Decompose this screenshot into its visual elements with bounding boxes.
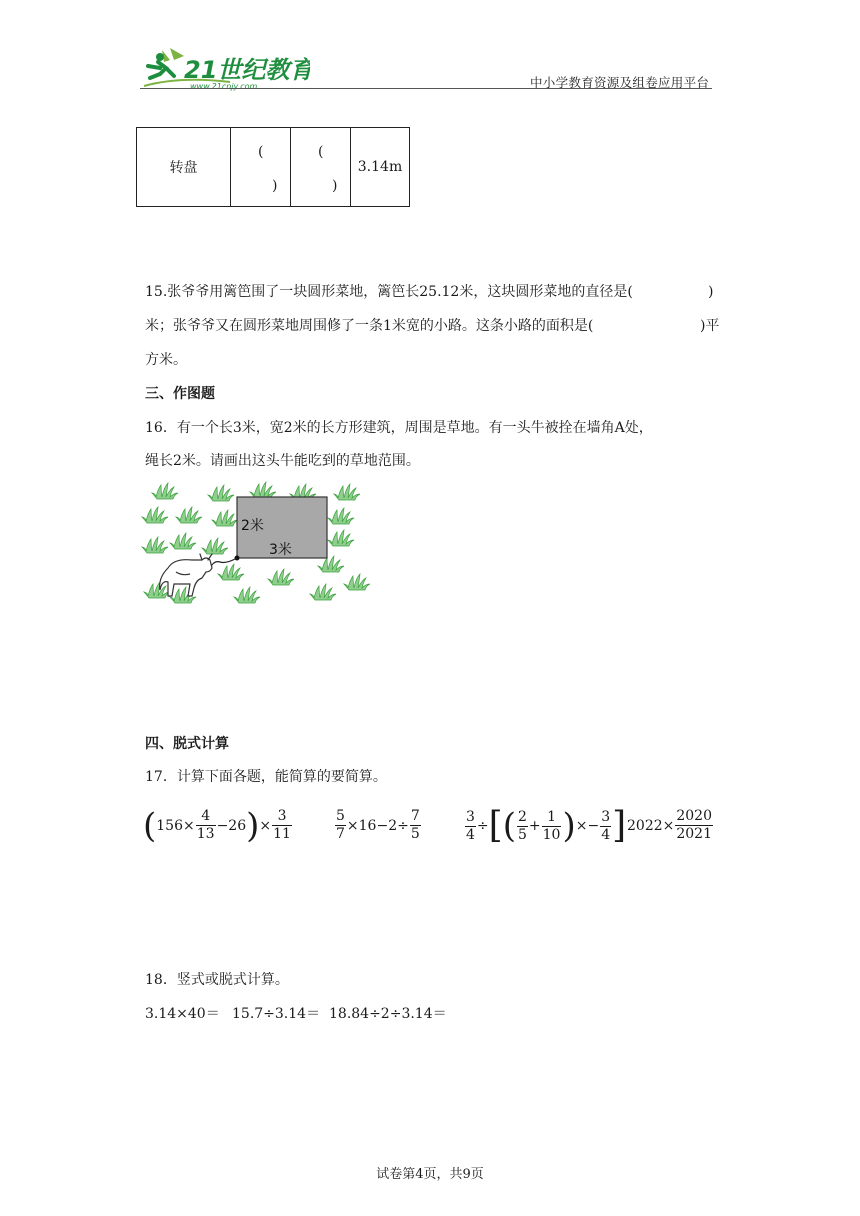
page-footer: 试卷第4页，共9页 xyxy=(376,1167,484,1182)
logo-url-text: www.21cnjy.com xyxy=(190,82,258,91)
expr4-number: 2022× xyxy=(627,817,675,834)
q18-item-2: 15.7÷3.14＝ xyxy=(232,1006,321,1022)
blank-open-paren: ( xyxy=(318,144,324,160)
expr1-times: × xyxy=(183,817,195,834)
section-title-drawing: 三、作图题 xyxy=(145,386,215,402)
expr1-times-2: × xyxy=(259,817,272,834)
expression-1 xyxy=(143,805,293,846)
denominator: 2021 xyxy=(676,826,712,842)
table-row xyxy=(137,128,410,207)
right-bracket: ] xyxy=(612,805,627,846)
expr3-fraction-2 xyxy=(517,809,528,844)
runner-logo-icon xyxy=(140,42,310,92)
denominator: 7 xyxy=(336,826,345,842)
expr2-middle: ×16−2÷ xyxy=(346,817,409,834)
numerator: 3 xyxy=(466,808,475,825)
expression-2 xyxy=(334,808,422,843)
answer-table xyxy=(136,127,410,207)
right-paren: ) xyxy=(246,805,260,846)
expr2-fraction-2 xyxy=(410,808,421,843)
numerator: 4 xyxy=(196,808,216,826)
expr1-minus: −26 xyxy=(216,817,247,834)
header-platform-text: 中小学教育资源及组卷应用平台 xyxy=(530,75,710,90)
q15-line1-end: ) xyxy=(708,284,714,300)
table-cell-blank-1 xyxy=(231,128,291,207)
expr3-times-minus: ×− xyxy=(575,818,600,834)
cow-grass-figure xyxy=(140,480,370,610)
q15-line1 xyxy=(145,284,633,300)
table-cell-value: 3.14m xyxy=(351,128,410,207)
site-logo xyxy=(140,42,310,92)
logo-main-text: 21世纪教育 xyxy=(184,56,310,84)
expr3-fraction-4 xyxy=(600,809,611,844)
denominator: 5 xyxy=(410,826,420,842)
q18-item-3: 18.84÷2÷3.14＝ xyxy=(329,1006,447,1022)
section-title-calculation: 四、脱式计算 xyxy=(145,736,229,752)
building-width-label: 2米 xyxy=(241,518,264,534)
blank-close-paren: ) xyxy=(332,178,338,194)
denominator: 5 xyxy=(517,826,527,843)
numerator: 5 xyxy=(336,808,345,824)
expr2-fraction-1 xyxy=(335,808,346,843)
numerator: 7 xyxy=(410,808,420,824)
q15-line1-text: 15.张爷爷用篱笆围了一块圆形菜地，篱笆长25.12米，这块圆形菜地的直径是( xyxy=(145,284,633,300)
expression-4 xyxy=(627,808,714,843)
table-cell-blank-2 xyxy=(291,128,351,207)
expr1-fraction-1 xyxy=(196,808,216,843)
left-bracket: [ xyxy=(488,805,503,846)
q15-line3: 方米。 xyxy=(145,352,187,368)
left-paren: ( xyxy=(502,806,516,846)
numerator: 2020 xyxy=(676,808,712,824)
left-paren: ( xyxy=(143,805,157,846)
numerator: 2 xyxy=(517,808,527,825)
header-divider xyxy=(140,88,712,89)
q16-line1: 16．有一个长3米，宽2米的长方形建筑，周围是草地。有一头牛被拴在墙角A处， xyxy=(145,420,653,436)
q18-item-1: 3.14×40＝ xyxy=(145,1006,220,1022)
q17-prompt: 17．计算下面各题，能简算的要简算。 xyxy=(145,769,387,785)
expr1-number: 156 xyxy=(156,817,183,834)
expr1-fraction-2 xyxy=(272,808,292,843)
denominator: 10 xyxy=(542,826,561,843)
expr3-fraction-3 xyxy=(542,809,562,844)
numerator: 3 xyxy=(601,808,611,825)
denominator: 4 xyxy=(466,826,475,843)
numerator: 1 xyxy=(542,809,562,827)
expr4-fraction xyxy=(675,808,713,843)
right-paren: ) xyxy=(562,806,576,846)
blank-close-paren: ) xyxy=(272,178,278,194)
denominator: 11 xyxy=(273,826,291,842)
expression-3 xyxy=(464,805,627,846)
expr3-fraction-1 xyxy=(465,809,476,844)
denominator: 4 xyxy=(601,826,611,843)
table-cell-label: 转盘 xyxy=(137,128,231,207)
numerator: 3 xyxy=(272,808,292,826)
building-length-label: 3米 xyxy=(269,542,292,558)
q18-prompt: 18．竖式或脱式计算。 xyxy=(145,972,289,988)
expr3-divide: ÷ xyxy=(476,818,489,834)
q15-line2: 米；张爷爷又在圆形菜地周围修了一条1米宽的小路。这条小路的面积是( xyxy=(145,318,594,334)
expr3-plus: + xyxy=(528,818,541,834)
q16-line2: 绳长2米。请画出这头牛能吃到的草地范围。 xyxy=(145,453,420,469)
q15-line2-end: )平 xyxy=(700,318,720,334)
blank-open-paren: ( xyxy=(258,144,264,160)
denominator: 13 xyxy=(196,826,215,842)
